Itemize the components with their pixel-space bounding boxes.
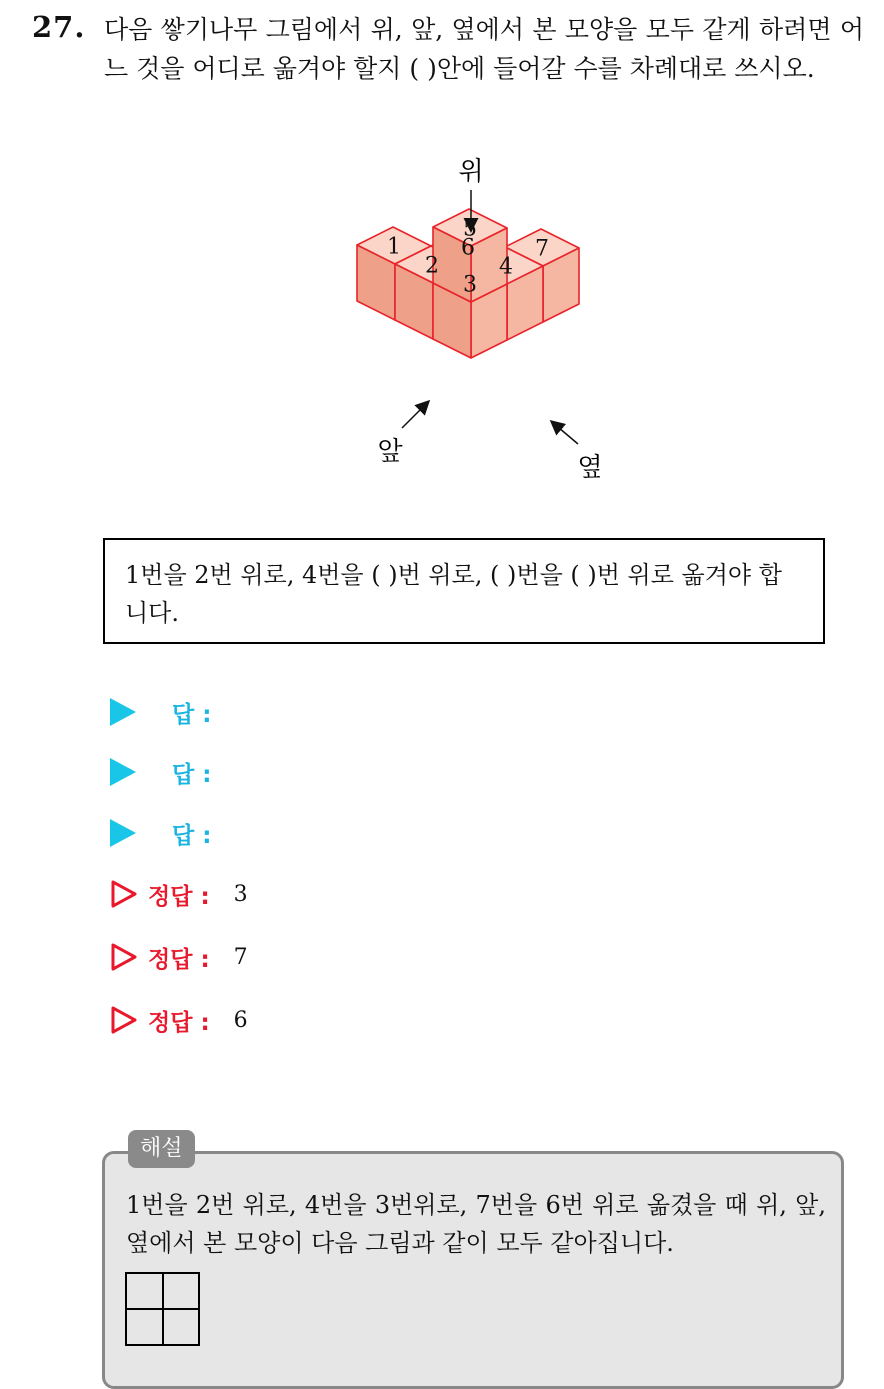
question-number: 27. xyxy=(32,10,86,44)
arrow-side xyxy=(552,422,578,444)
correct-label: 정답 : xyxy=(148,946,210,973)
arrow-front xyxy=(402,402,428,428)
solution-tab: 해설 xyxy=(128,1130,195,1168)
answer-row[interactable] xyxy=(110,692,211,732)
label-top: 위 xyxy=(458,157,484,187)
correct-value: 7 xyxy=(233,944,248,970)
cube-number-label: 6 xyxy=(461,235,475,261)
grid-cell xyxy=(163,1273,200,1309)
block-figure xyxy=(340,148,640,488)
grid-cell xyxy=(163,1309,200,1345)
fill-in-box xyxy=(103,538,825,644)
grid-cell xyxy=(126,1309,163,1345)
play-triangle-icon xyxy=(110,698,136,726)
correct-answer-row xyxy=(110,1000,248,1040)
cube-number-label: 2 xyxy=(425,253,439,279)
solution-grid-figure xyxy=(125,1272,200,1346)
question-text: 다음 쌓기나무 그림에서 위, 앞, 옆에서 본 모양을 모두 같게 하려면 어느 것을 어디로 옮겨야 할지 ( )안에 들어갈 수를 차례대로 쓰시오. xyxy=(104,15,864,83)
correct-value: 3 xyxy=(233,881,248,907)
correct-label: 정답 : xyxy=(148,1009,210,1036)
cube-number-label: 3 xyxy=(463,272,477,298)
stacked-cubes-diagram xyxy=(340,148,640,488)
hollow-triangle-icon xyxy=(110,942,138,972)
label-front: 앞 xyxy=(377,437,403,467)
grid-cell xyxy=(126,1273,163,1309)
answer-row[interactable] xyxy=(110,752,211,792)
solution-text: 1번을 2번 위로, 4번을 3번위로, 7번을 6번 위로 옮겼을 때 위, 앞, 옆에서 본 모양이 다음 그림과 같이 모두 같아집니다. xyxy=(126,1191,826,1257)
hollow-triangle-icon xyxy=(110,879,138,909)
label-side: 옆 xyxy=(577,453,603,483)
fill-in-text: 1번을 2번 위로, 4번을 ( )번 위로, ( )번을 ( )번 위로 옮겨야 합니다. xyxy=(125,561,782,627)
play-triangle-icon xyxy=(110,758,136,786)
answer-label: 답 : xyxy=(172,761,212,788)
hollow-triangle-icon xyxy=(110,1005,138,1035)
cube-number-label: 4 xyxy=(499,254,513,280)
answer-row[interactable] xyxy=(110,813,211,853)
correct-answer-row xyxy=(110,937,248,977)
answer-label: 답 : xyxy=(172,701,212,728)
play-triangle-icon xyxy=(110,819,136,847)
correct-value: 6 xyxy=(233,1007,248,1033)
cube-number-label: 5 xyxy=(463,216,477,242)
correct-answer-row xyxy=(110,874,248,914)
cube-number-label: 1 xyxy=(387,234,401,260)
answer-label: 답 : xyxy=(172,822,212,849)
correct-label: 정답 : xyxy=(148,883,210,910)
cube-number-label: 7 xyxy=(535,236,549,262)
